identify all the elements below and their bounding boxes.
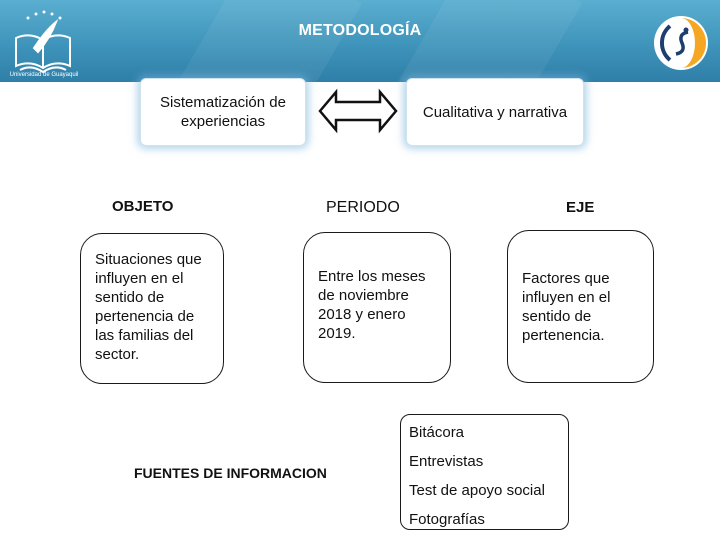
book-quill-icon (6, 8, 80, 82)
fuentes-item-bitacora: Bitácora (409, 424, 465, 441)
banner-stripe (378, 0, 582, 82)
periodo-heading: PERIODO (326, 199, 400, 216)
eje-heading: EJE (566, 199, 595, 216)
fuentes-heading: FUENTES DE INFORMACION (134, 465, 327, 481)
periodo-box: Entre los meses de noviembre 2018 y enero 2019. (303, 232, 451, 383)
fuentes-item-test: Test de apoyo social (409, 482, 545, 499)
objeto-heading: OBJETO (112, 198, 174, 215)
fuentes-item-entrevistas: Entrevistas (409, 453, 484, 470)
double-arrow-icon (318, 86, 398, 136)
eje-box: Factores que influyen en el sentido de pertenencia. (507, 230, 654, 383)
page-title: METODOLOGÍA (298, 22, 422, 39)
header-banner (0, 0, 720, 82)
banner-stripe (158, 0, 362, 82)
university-caption: Universidad de Guayaquil (9, 72, 79, 78)
fuentes-box (400, 414, 569, 530)
objeto-box: Situaciones que influyen en el sentido de pertenencia de las familias del sector. (80, 233, 224, 384)
circular-logo-icon (650, 12, 712, 74)
approach-box: Sistematización de experiencias (140, 78, 306, 146)
method-box: Cualitativa y narrativa (406, 78, 584, 146)
fuentes-item-fotografias: Fotografías (409, 511, 485, 528)
